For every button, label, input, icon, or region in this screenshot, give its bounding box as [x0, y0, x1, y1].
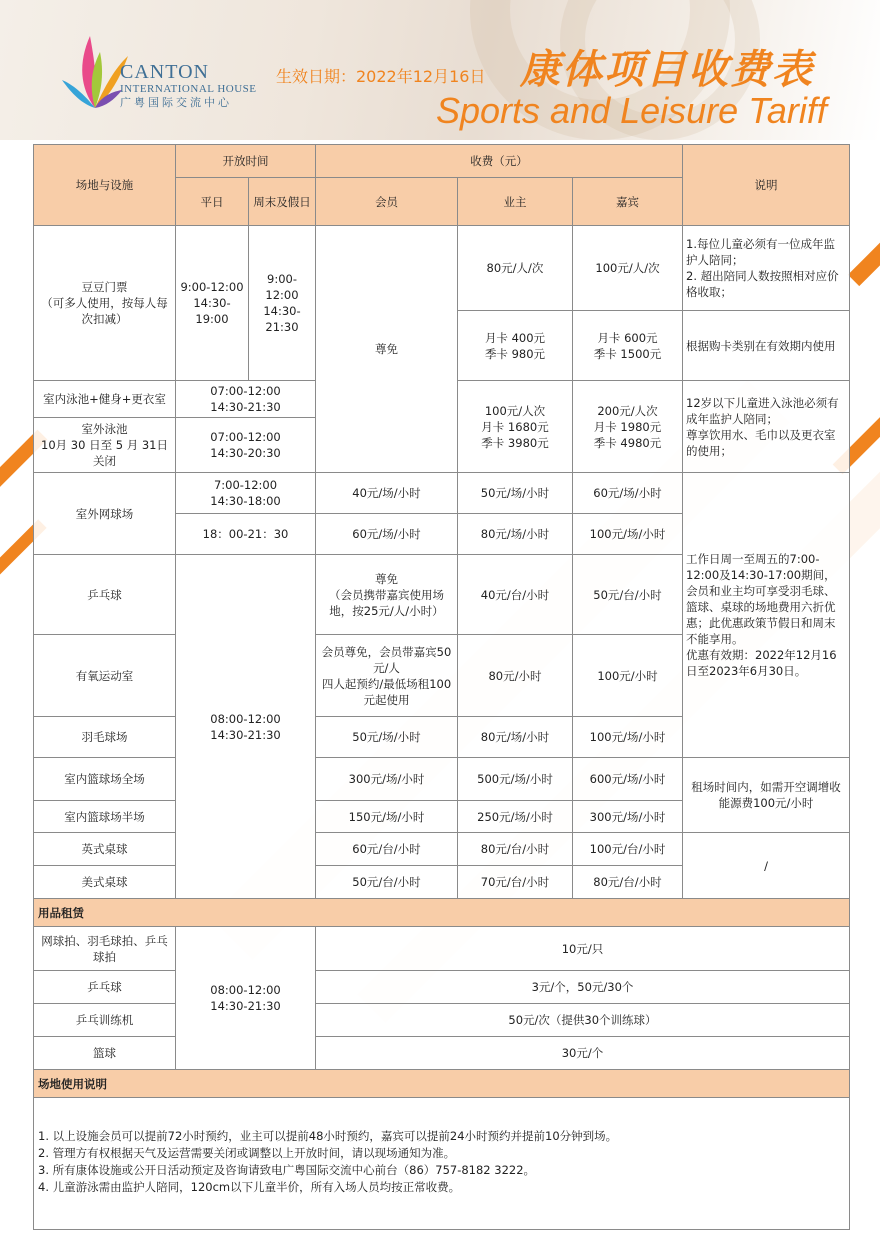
owner-fee: 80元/人/次	[458, 226, 573, 311]
usage-note-line: 4. 儿童游泳需由监护人陪同，120cm以下儿童半价，所有入场人员均按正常收费。	[38, 1180, 461, 1194]
brand-subtitle: INTERNATIONAL HOUSE	[120, 83, 257, 95]
rental-item-name: 乒乓球	[34, 971, 176, 1004]
member-fee: 60元/台/小时	[316, 833, 458, 866]
table-header-row	[34, 145, 850, 178]
header-fee: 收费（元）	[316, 145, 683, 178]
guest-fee: 60元/场/小时	[573, 473, 683, 514]
header-weekend: 周末及假日	[249, 178, 316, 226]
owner-fee: 100元/人次 月卡 1680元 季卡 3980元	[458, 381, 573, 473]
owner-fee: 80元/场/小时	[458, 717, 573, 758]
header-weekday: 平日	[176, 178, 249, 226]
usage-note-line: 2. 管理方有权根据天气及运营需要关闭或调整以上开放时间，请以现场通知为准。	[38, 1146, 456, 1160]
header-member: 会员	[316, 178, 458, 226]
guest-fee: 100元/场/小时	[573, 514, 683, 555]
guest-fee: 100元/人/次	[573, 226, 683, 311]
owner-fee: 250元/场/小时	[458, 801, 573, 833]
effective-date: 生效日期：2022年12月16日	[276, 67, 486, 86]
guest-fee: 100元/场/小时	[573, 717, 683, 758]
owner-fee: 80元/台/小时	[458, 833, 573, 866]
header-owner: 业主	[458, 178, 573, 226]
rental-price: 50元/次（提供30个训练球）	[316, 1004, 850, 1037]
table-row	[34, 1037, 850, 1070]
edge-stripe	[848, 190, 880, 286]
owner-fee: 50元/场/小时	[458, 473, 573, 514]
facility-name: 室外泳池 10月 30 日至 5 月 31日关闭	[34, 418, 176, 473]
opening-hours: 18：00-21：30	[176, 514, 316, 555]
rental-price: 3元/个，50元/30个	[316, 971, 850, 1004]
section-header-row	[34, 899, 850, 927]
rental-item-name: 乒乓训练机	[34, 1004, 176, 1037]
usage-notes	[34, 1098, 850, 1230]
usage-note-line: 1. 以上设施会员可以提前72小时预约，业主可以提前48小时预约，嘉宾可以提前24小时预约并提前10分钟到场。	[38, 1129, 618, 1143]
member-fee: 150元/场/小时	[316, 801, 458, 833]
table-row	[34, 758, 850, 801]
guest-fee: 600元/场/小时	[573, 758, 683, 801]
guest-fee: 100元/小时	[573, 635, 683, 717]
facility-name: 室外网球场	[34, 473, 176, 555]
weekend-hours: 9:00-12:00 14:30- 21:30	[249, 226, 316, 381]
promotion-remark: 工作日周一至周五的7:00-12:00及14:30-17:00期间，会员和业主均可享受羽毛球、篮球、桌球的场地费用六折优惠；此优惠政策节假日和周末不能享用。 优惠有效期：2022年12月16日至2023年6月30日。	[683, 473, 850, 758]
table-row	[34, 971, 850, 1004]
member-fee: 尊免	[316, 226, 458, 473]
table-row	[34, 1004, 850, 1037]
header-facility: 场地与设施	[34, 145, 176, 226]
member-fee: 50元/台/小时	[316, 866, 458, 899]
guest-fee: 100元/台/小时	[573, 833, 683, 866]
facility-name: 有氧运动室	[34, 635, 176, 717]
owner-fee: 500元/场/小时	[458, 758, 573, 801]
table-row	[34, 833, 850, 866]
guest-fee: 月卡 600元 季卡 1500元	[573, 311, 683, 381]
member-fee: 50元/场/小时	[316, 717, 458, 758]
weekday-hours: 9:00-12:00 14:30-19:00	[176, 226, 249, 381]
remark: 根据购卡类别在有效期内使用	[683, 311, 850, 381]
page-title: 康体项目收费表	[520, 47, 814, 93]
header-guest: 嘉宾	[573, 178, 683, 226]
member-fee: 会员尊免，会员带嘉宾50元/人 四人起预约/最低场租100元起使用	[316, 635, 458, 717]
page-title-english: Sports and Leisure Tariff	[436, 90, 827, 131]
brand-chinese-name: 广粤国际交流中心	[120, 96, 232, 109]
guest-fee: 300元/场/小时	[573, 801, 683, 833]
owner-fee: 80元/场/小时	[458, 514, 573, 555]
remark: 12岁以下儿童进入泳池必须有成年监护人陪同； 尊享饮用水、毛巾以及更衣室的使用；	[683, 381, 850, 473]
table-row	[34, 226, 850, 311]
remark: 租场时间内，如需开空调增收能源费100元/小时	[683, 758, 850, 833]
remark: /	[683, 833, 850, 899]
opening-hours: 07:00-12:00 14:30-20:30	[176, 418, 316, 473]
owner-fee: 月卡 400元 季卡 980元	[458, 311, 573, 381]
remark: 1.每位儿童必须有一位成年监护人陪同； 2. 超出陪同人数按照相对应价格收取；	[683, 226, 850, 311]
owner-fee: 40元/台/小时	[458, 555, 573, 635]
guest-fee: 80元/台/小时	[573, 866, 683, 899]
header-remarks: 说明	[683, 145, 850, 226]
usage-note-line: 3. 所有康体设施或公开日活动预定及咨询请致电广粤国际交流中心前台（86）757-8182 3222。	[38, 1163, 536, 1177]
usage-notes-row	[34, 1098, 850, 1230]
member-fee: 40元/场/小时	[316, 473, 458, 514]
facility-name: 室内篮球场半场	[34, 801, 176, 833]
facility-name: 室内篮球场全场	[34, 758, 176, 801]
member-fee: 60元/场/小时	[316, 514, 458, 555]
guest-fee: 50元/台/小时	[573, 555, 683, 635]
opening-hours: 08:00-12:00 14:30-21:30	[176, 555, 316, 899]
usage-section-title: 场地使用说明	[34, 1070, 850, 1098]
facility-name: 豆豆门票 （可多人使用，按每人每次扣减）	[34, 226, 176, 381]
opening-hours: 07:00-12:00 14:30-21:30	[176, 381, 316, 418]
facility-name: 英式桌球	[34, 833, 176, 866]
member-fee: 尊免 （会员携带嘉宾使用场地，按25元/人/小时）	[316, 555, 458, 635]
rental-section-title: 用品租赁	[34, 899, 850, 927]
facility-name: 羽毛球场	[34, 717, 176, 758]
header-opening-hours: 开放时间	[176, 145, 316, 178]
facility-name: 乒乓球	[34, 555, 176, 635]
rental-price: 10元/只	[316, 927, 850, 971]
table-row	[34, 473, 850, 514]
section-header-row	[34, 1070, 850, 1098]
opening-hours: 7:00-12:00 14:30-18:00	[176, 473, 316, 514]
rental-item-name: 篮球	[34, 1037, 176, 1070]
facility-name: 美式桌球	[34, 866, 176, 899]
member-fee: 300元/场/小时	[316, 758, 458, 801]
table-row	[34, 927, 850, 971]
rental-price: 30元/个	[316, 1037, 850, 1070]
guest-fee: 200元/人次 月卡 1980元 季卡 4980元	[573, 381, 683, 473]
facility-name: 室内泳池+健身+更衣室	[34, 381, 176, 418]
brand-block	[120, 62, 257, 110]
owner-fee: 70元/台/小时	[458, 866, 573, 899]
owner-fee: 80元/小时	[458, 635, 573, 717]
rental-item-name: 网球拍、羽毛球拍、乒乓球拍	[34, 927, 176, 971]
brand-name: CANTON	[120, 61, 209, 83]
tariff-table	[33, 144, 850, 1230]
rental-hours: 08:00-12:00 14:30-21:30	[176, 927, 316, 1070]
